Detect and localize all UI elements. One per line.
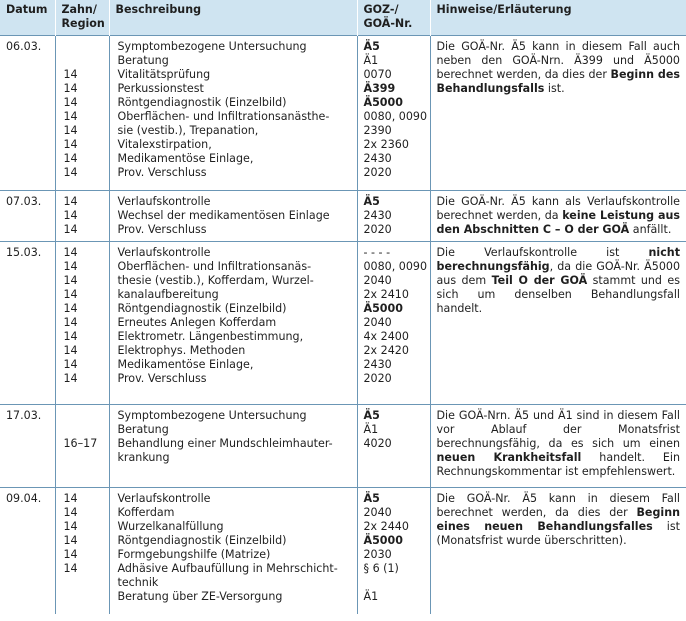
hint-text: ist. — [544, 82, 565, 95]
hint-emphasis: Teil O der GOÄ — [491, 274, 588, 287]
goz-goa-cell — [357, 191, 430, 242]
description-line: Wechsel der medikamentösen Einlage — [117, 209, 330, 222]
goz-goa-code: Ä1 — [363, 54, 379, 67]
tooth-region-value: 14 — [63, 166, 78, 179]
table-row — [0, 191, 686, 242]
description-line: Elektrophys. Methoden — [117, 344, 246, 357]
description-line: Beratung — [117, 54, 169, 67]
tooth-region-cell — [55, 242, 109, 405]
description-line: Oberflächen- und Infiltrationsanäs- — [117, 260, 312, 273]
goz-goa-code: 2430 — [363, 152, 392, 165]
description-line: Röntgendiagnostik (Einzelbild) — [117, 302, 287, 315]
table-body — [0, 36, 686, 615]
tooth-region-value: 14 — [63, 138, 78, 151]
goz-goa-code: 4020 — [363, 437, 392, 450]
header-goz-line1: GOZ-/ — [363, 3, 399, 16]
tooth-region-value — [64, 451, 105, 465]
description-cell — [109, 488, 357, 615]
goz-goa-code: § 6 (1) — [363, 562, 399, 575]
description-line: krankung — [117, 451, 170, 464]
tooth-region-value: 14 — [63, 330, 78, 343]
header-beschreibung: Beschreibung — [109, 0, 357, 36]
hint-cell — [430, 36, 686, 191]
tooth-region-value: 14 — [63, 195, 78, 208]
tooth-region-value: 14 — [63, 316, 78, 329]
goz-goa-code: 2x 2410 — [363, 288, 409, 301]
tooth-region-value: 14 — [63, 302, 78, 315]
description-line: Verlaufskontrolle — [117, 195, 211, 208]
tooth-region-value: 14 — [63, 96, 78, 109]
description-line: Symptombezogene Untersuchung — [117, 40, 307, 53]
goz-goa-code: 2020 — [363, 372, 392, 385]
tooth-region-value — [64, 590, 105, 604]
description-line: Perkussionstest — [117, 82, 204, 95]
header-zahn-region — [55, 0, 109, 36]
table-header — [0, 0, 686, 36]
tooth-region-value: 14 — [63, 548, 78, 561]
description-line: Oberflächen- und Infiltrationsanästhe- — [117, 110, 330, 123]
goz-goa-cell — [357, 405, 430, 488]
description-line: Behandlung einer Mundschleimhauter- — [117, 437, 333, 450]
description-line: Prov. Verschluss — [117, 166, 207, 179]
date-cell: 06.03. — [0, 36, 55, 191]
tooth-region-value — [64, 423, 105, 437]
goz-goa-code: Ä5000 — [363, 302, 403, 315]
tooth-region-value: 14 — [63, 209, 78, 222]
goz-goa-cell — [357, 488, 430, 615]
goz-goa-cell — [357, 36, 430, 191]
description-cell — [109, 191, 357, 242]
tooth-region-value: 14 — [63, 372, 78, 385]
description-line: Medikamentöse Einlage, — [117, 152, 254, 165]
hint-emphasis: Beginn eines neuen Behandlungsfalles — [436, 506, 680, 533]
hint-text: anfällt. — [629, 223, 672, 236]
description-line: Vitalitätsprüfung — [117, 68, 211, 81]
tooth-region-value: 14 — [63, 534, 78, 547]
description-line: Elektrometr. Längenbestimmung, — [117, 330, 304, 343]
goz-goa-code: Ä1 — [363, 590, 379, 603]
hint-text: handelt. Ein Rechnungskommentar ist empfehlenswert. — [436, 451, 680, 478]
goz-goa-code — [364, 576, 426, 590]
header-zahn-line1: Zahn/ — [61, 3, 97, 16]
tooth-region-value: 14 — [63, 152, 78, 165]
tooth-region-value: 14 — [63, 82, 78, 95]
goz-goa-code: 2040 — [363, 316, 392, 329]
tooth-region-value: 14 — [63, 223, 78, 236]
goz-goa-code: Ä1 — [363, 423, 379, 436]
description-line: Kofferdam — [117, 506, 175, 519]
goz-goa-code: 0080, 0090 — [363, 110, 428, 123]
description-line: Formgebungshilfe (Matrize) — [117, 548, 271, 561]
hint-text: Die GOÄ-Nr. Ä5 kann als Verlaufskontrolle berechnet werden, da — [436, 195, 680, 222]
description-line: Beratung über ZE-Versorgung — [117, 590, 283, 603]
hint-text: Die GOÄ-Nr. Ä5 kann in diesem Fall berechnet werden, da dies der — [436, 492, 680, 519]
hint-text: Die GOÄ-Nrn. Ä5 und Ä1 sind in diesem Fall vor Ablauf der Monatsfrist berechnungsfähig, da es sich um einen — [436, 409, 680, 450]
tooth-region-value: 14 — [63, 246, 78, 259]
description-line: Verlaufskontrolle — [117, 492, 211, 505]
tooth-region-value: 14 — [63, 358, 78, 371]
tooth-region-value: 14 — [63, 506, 78, 519]
goz-goa-code: - - - - — [363, 246, 391, 259]
goz-goa-code: 2x 2360 — [363, 138, 409, 151]
tooth-region-value — [64, 409, 105, 423]
tooth-region-value: 16–17 — [63, 437, 98, 450]
tooth-region-value: 14 — [63, 274, 78, 287]
tooth-region-value: 14 — [63, 492, 78, 505]
description-cell — [109, 405, 357, 488]
description-line: Prov. Verschluss — [117, 372, 207, 385]
description-line: Medikamentöse Einlage, — [117, 358, 254, 371]
goz-goa-code: 2430 — [363, 358, 392, 371]
hint-cell — [430, 242, 686, 405]
header-hinweise: Hinweise/Erläuterung — [430, 0, 686, 36]
tooth-region-value — [64, 576, 105, 590]
hint-text: , da die GOÄ-Nr. Ä5000 aus dem — [436, 260, 680, 287]
hint-text: ist (Monatsfrist wurde überschritten). — [436, 520, 680, 547]
goz-goa-code: 2x 2440 — [363, 520, 409, 533]
tooth-region-value: 14 — [63, 520, 78, 533]
header-zahn-line2: Region — [61, 17, 105, 30]
date-cell: 07.03. — [0, 191, 55, 242]
hint-text: Die GOÄ-Nr. Ä5 kann in diesem Fall auch neben den GOÄ-Nrn. Ä399 und Ä5000 berechnet werden, da dies der — [436, 40, 680, 81]
description-line: technik — [117, 576, 159, 589]
goz-goa-code: Ä5000 — [363, 96, 403, 109]
tooth-region-value: 14 — [63, 110, 78, 123]
tooth-region-cell — [55, 488, 109, 615]
goz-goa-code: 2040 — [363, 506, 392, 519]
goz-goa-code: 2430 — [363, 209, 392, 222]
hint-emphasis: neuen Krankheitsfall — [436, 451, 582, 464]
description-line: Prov. Verschluss — [117, 223, 207, 236]
goz-goa-code: 2390 — [363, 124, 392, 137]
header-goz-goa — [357, 0, 430, 36]
description-cell — [109, 36, 357, 191]
description-line: Vitalexstirpation, — [117, 138, 212, 151]
date-cell: 17.03. — [0, 405, 55, 488]
description-line: Beratung — [117, 423, 169, 436]
hint-text: stammt und es sich um denselben Behandlungsfall handelt. — [436, 274, 680, 315]
header-datum: Datum — [0, 0, 55, 36]
goz-goa-code: 2020 — [363, 223, 392, 236]
tooth-region-value: 14 — [63, 288, 78, 301]
description-line: Adhäsive Aufbaufüllung in Mehrschicht- — [117, 562, 338, 575]
tooth-region-value — [64, 40, 105, 54]
goz-goa-cell — [357, 242, 430, 405]
tooth-region-value — [64, 54, 105, 68]
hint-emphasis: nicht berechnungsfähig — [436, 246, 680, 273]
description-line: Verlaufskontrolle — [117, 246, 211, 259]
hint-cell — [430, 488, 686, 615]
goz-goa-code: Ä5000 — [363, 534, 403, 547]
description-line: kanalaufbereitung — [117, 288, 219, 301]
tooth-region-cell — [55, 405, 109, 488]
tooth-region-cell — [55, 36, 109, 191]
date-cell: 15.03. — [0, 242, 55, 405]
goz-goa-code: 2030 — [363, 548, 392, 561]
goz-goa-code: Ä5 — [363, 409, 380, 422]
tooth-region-value: 14 — [63, 562, 78, 575]
description-line: thesie (vestib.), Kofferdam, Wurzel- — [117, 274, 314, 287]
table-row — [0, 488, 686, 615]
description-line: sie (vestib.), Trepanation, — [117, 124, 259, 137]
header-goz-line2: GOÄ-Nr. — [363, 17, 413, 30]
description-cell — [109, 242, 357, 405]
date-cell: 09.04. — [0, 488, 55, 615]
description-line: Röntgendiagnostik (Einzelbild) — [117, 534, 287, 547]
goz-goa-code: 2020 — [363, 166, 392, 179]
tooth-region-value: 14 — [63, 344, 78, 357]
table-row — [0, 405, 686, 488]
tooth-region-cell — [55, 191, 109, 242]
tooth-region-value: 14 — [63, 124, 78, 137]
table-row — [0, 36, 686, 191]
hint-emphasis: keine Leistung aus den Abschnitten C – O der GOÄ — [436, 209, 680, 236]
description-line: Symptombezogene Untersuchung — [117, 409, 307, 422]
description-line: Wurzelkanalfüllung — [117, 520, 224, 533]
tooth-region-value: 14 — [63, 260, 78, 273]
goz-goa-code: 2040 — [363, 274, 392, 287]
goz-goa-code: Ä5 — [363, 195, 380, 208]
goz-goa-code: 0070 — [363, 68, 392, 81]
hint-text: Die Verlaufskontrolle ist — [436, 246, 649, 259]
goz-goa-code: Ä399 — [363, 82, 396, 95]
table-row — [0, 242, 686, 405]
goz-goa-code: Ä5 — [363, 492, 380, 505]
goz-goa-code: Ä5 — [363, 40, 380, 53]
goz-goa-code: 4x 2400 — [363, 330, 409, 343]
hint-cell — [430, 405, 686, 488]
description-line: Erneutes Anlegen Kofferdam — [117, 316, 277, 329]
header-row — [0, 0, 686, 36]
hint-emphasis: Beginn des Behandlungsfalls — [436, 68, 680, 95]
goz-goa-code: 2x 2420 — [363, 344, 409, 357]
hint-cell — [430, 191, 686, 242]
tooth-region-value: 14 — [63, 68, 78, 81]
description-line: Röntgendiagnostik (Einzelbild) — [117, 96, 287, 109]
goz-goa-code: 0080, 0090 — [363, 260, 428, 273]
goz-goa-code — [364, 451, 426, 465]
